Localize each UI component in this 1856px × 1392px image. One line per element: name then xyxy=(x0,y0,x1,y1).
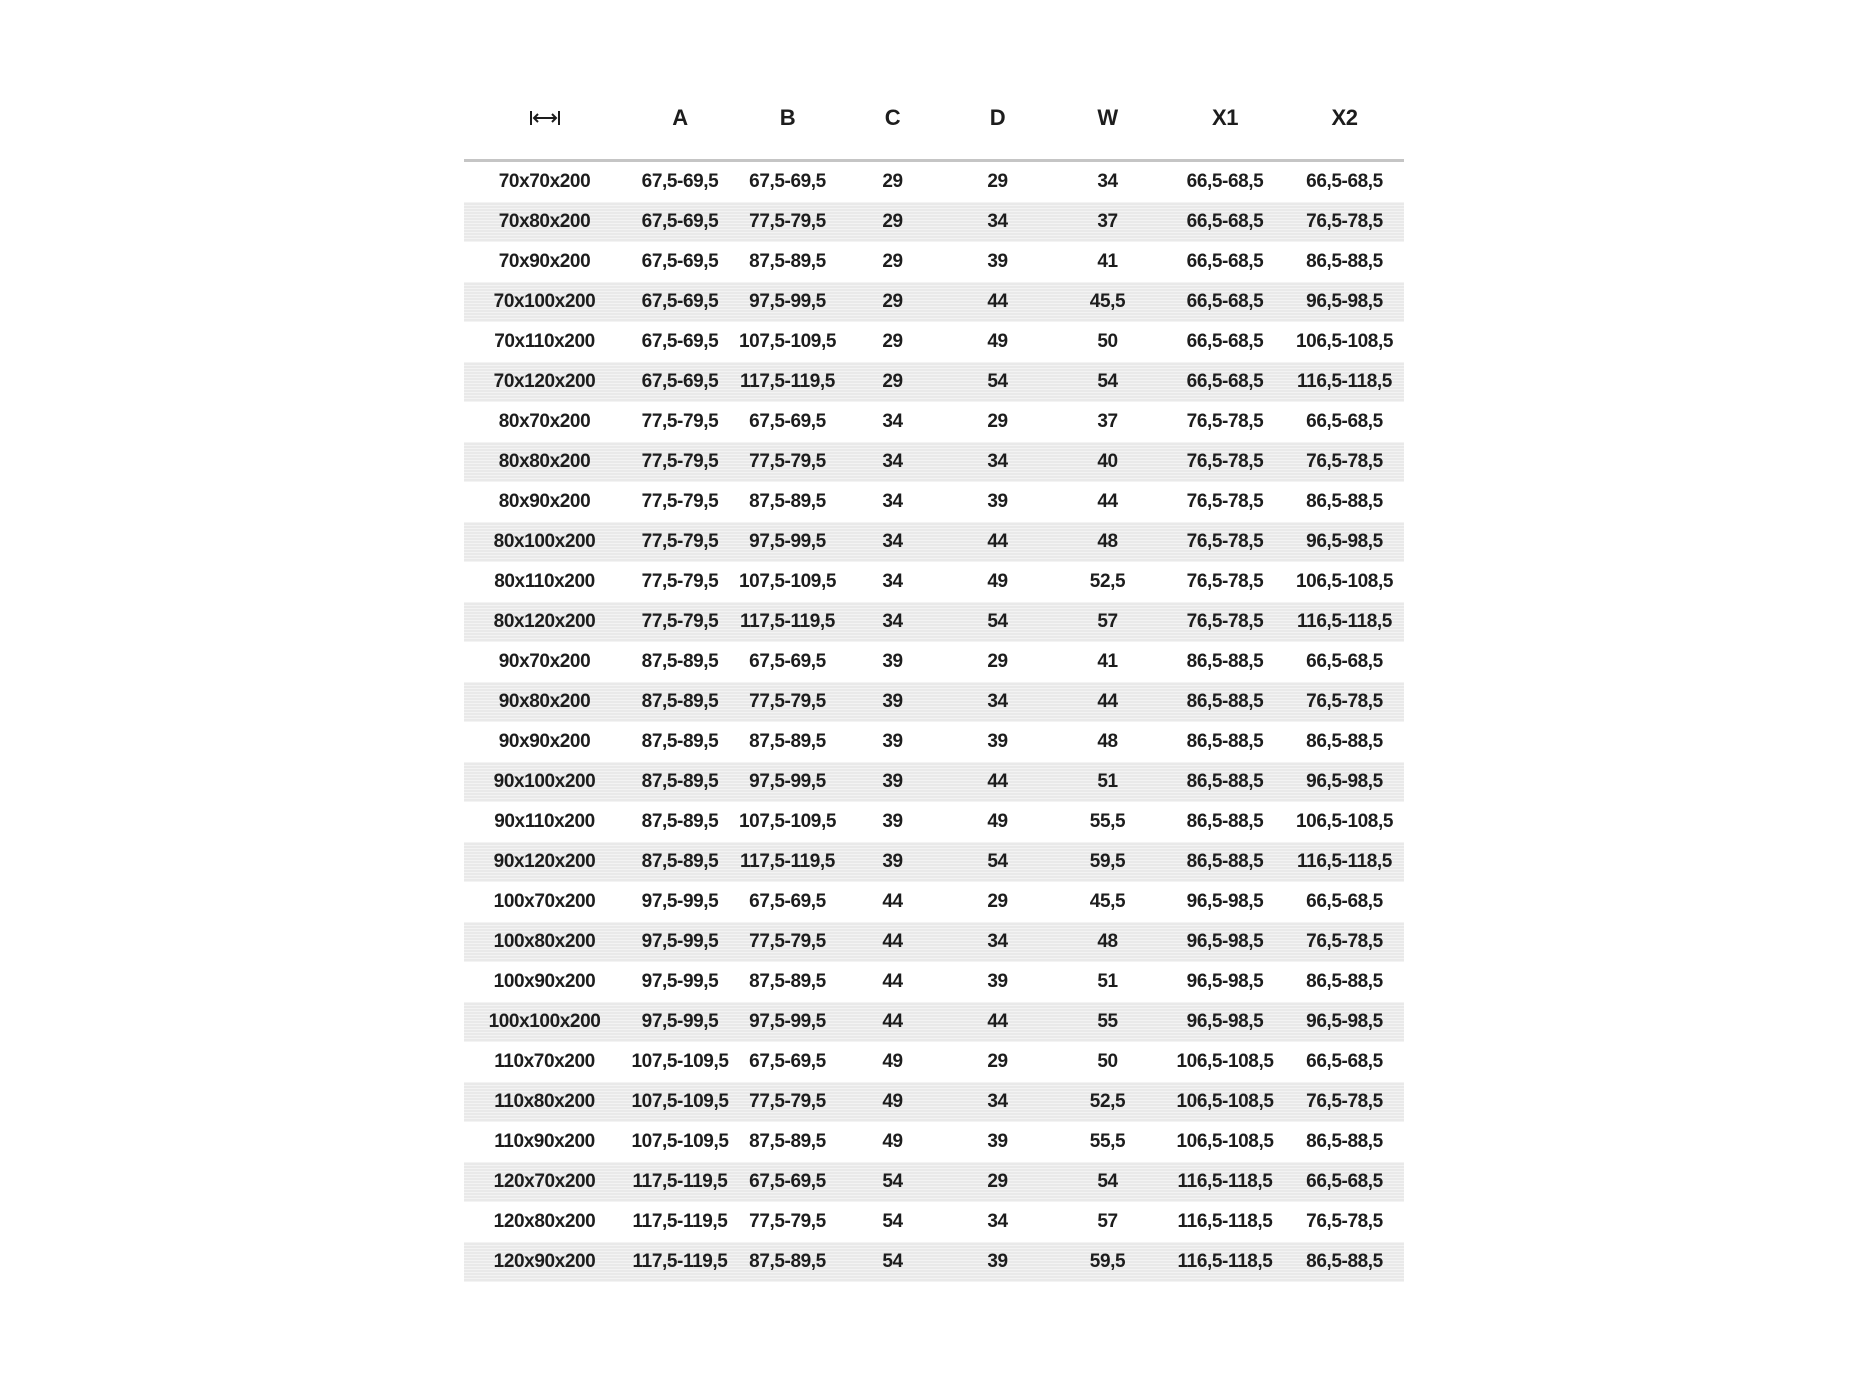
size-cell: 90x100x200 xyxy=(493,771,596,792)
c-cell: 49 xyxy=(882,1051,903,1072)
c-cell: 29 xyxy=(882,291,903,312)
a-cell: 67,5-69,5 xyxy=(641,371,719,392)
a-cell: 117,5-119,5 xyxy=(632,1211,728,1232)
b-cell: 87,5-89,5 xyxy=(749,251,826,272)
column-header-a: A xyxy=(672,105,688,130)
x2-cell: 86,5-88,5 xyxy=(1306,251,1383,272)
b-cell: 77,5-79,5 xyxy=(749,1211,826,1232)
x1-cell: 76,5-78,5 xyxy=(1186,451,1264,472)
x1-cell: 66,5-68,5 xyxy=(1186,371,1264,392)
w-cell: 59,5 xyxy=(1089,1251,1126,1272)
size-cell: 80x100x200 xyxy=(493,531,596,552)
c-cell: 54 xyxy=(882,1171,903,1192)
x1-cell: 66,5-68,5 xyxy=(1186,251,1264,272)
b-cell: 67,5-69,5 xyxy=(749,411,826,432)
w-cell: 45,5 xyxy=(1089,291,1126,312)
table-row xyxy=(464,882,1404,922)
x1-cell: 96,5-98,5 xyxy=(1186,931,1264,952)
x2-cell: 66,5-68,5 xyxy=(1306,651,1383,672)
table-row xyxy=(464,1122,1404,1162)
d-cell: 39 xyxy=(987,731,1008,752)
c-cell: 29 xyxy=(882,371,903,392)
size-cell: 90x70x200 xyxy=(498,651,591,672)
table-row xyxy=(464,682,1404,722)
x2-cell: 116,5-118,5 xyxy=(1297,851,1392,872)
size-cell: 90x90x200 xyxy=(498,731,591,752)
d-cell: 39 xyxy=(987,1251,1008,1272)
b-cell: 67,5-69,5 xyxy=(749,1051,826,1072)
a-cell: 97,5-99,5 xyxy=(641,971,719,992)
c-cell: 29 xyxy=(882,171,903,192)
column-header-x1: X1 xyxy=(1211,105,1239,130)
table-row xyxy=(464,642,1404,682)
b-cell: 87,5-89,5 xyxy=(749,731,826,752)
b-cell: 77,5-79,5 xyxy=(749,691,826,712)
table-header-row xyxy=(464,0,1404,162)
x1-cell: 86,5-88,5 xyxy=(1186,731,1264,752)
table-body xyxy=(464,162,1404,1282)
a-cell: 67,5-69,5 xyxy=(641,211,719,232)
b-cell: 97,5-99,5 xyxy=(749,531,826,552)
x2-cell: 96,5-98,5 xyxy=(1306,531,1383,552)
x1-cell: 76,5-78,5 xyxy=(1186,571,1264,592)
c-cell: 39 xyxy=(882,771,903,792)
size-cell: 70x90x200 xyxy=(498,251,591,272)
table-row xyxy=(464,322,1404,362)
w-cell: 48 xyxy=(1097,531,1118,552)
size-cell: 100x100x200 xyxy=(488,1011,601,1032)
a-cell: 67,5-69,5 xyxy=(641,331,719,352)
a-cell: 117,5-119,5 xyxy=(632,1171,728,1192)
table-row xyxy=(464,242,1404,282)
size-cell: 80x90x200 xyxy=(498,491,591,512)
d-cell: 54 xyxy=(987,611,1008,632)
a-cell: 87,5-89,5 xyxy=(641,651,719,672)
c-cell: 44 xyxy=(882,1011,903,1032)
a-cell: 107,5-109,5 xyxy=(631,1051,729,1072)
size-cell: 70x70x200 xyxy=(498,171,591,192)
d-cell: 44 xyxy=(987,771,1008,792)
d-cell: 34 xyxy=(987,211,1008,232)
a-cell: 77,5-79,5 xyxy=(641,531,719,552)
c-cell: 29 xyxy=(882,251,903,272)
x2-cell: 76,5-78,5 xyxy=(1306,211,1383,232)
a-cell: 87,5-89,5 xyxy=(641,851,719,872)
d-cell: 29 xyxy=(987,411,1008,432)
d-cell: 29 xyxy=(987,651,1008,672)
x2-cell: 96,5-98,5 xyxy=(1306,771,1383,792)
table-row xyxy=(464,722,1404,762)
w-cell: 45,5 xyxy=(1089,891,1126,912)
w-cell: 44 xyxy=(1097,691,1118,712)
w-cell: 48 xyxy=(1097,931,1118,952)
a-cell: 87,5-89,5 xyxy=(641,691,719,712)
c-cell: 34 xyxy=(882,571,903,592)
a-cell: 77,5-79,5 xyxy=(641,611,719,632)
size-cell: 80x110x200 xyxy=(494,571,595,592)
c-cell: 44 xyxy=(882,891,903,912)
w-cell: 41 xyxy=(1097,651,1118,672)
size-cell: 120x80x200 xyxy=(493,1211,596,1232)
size-cell: 100x90x200 xyxy=(493,971,596,992)
table-row xyxy=(464,602,1404,642)
x2-cell: 96,5-98,5 xyxy=(1306,1011,1383,1032)
a-cell: 107,5-109,5 xyxy=(631,1091,729,1112)
c-cell: 39 xyxy=(882,731,903,752)
w-cell: 50 xyxy=(1097,331,1118,352)
x2-cell: 76,5-78,5 xyxy=(1306,931,1383,952)
c-cell: 29 xyxy=(882,211,903,232)
x1-cell: 86,5-88,5 xyxy=(1186,811,1264,832)
x2-cell: 116,5-118,5 xyxy=(1297,611,1392,632)
x1-cell: 86,5-88,5 xyxy=(1186,691,1264,712)
size-cell: 110x70x200 xyxy=(494,1051,595,1072)
a-cell: 97,5-99,5 xyxy=(641,1011,719,1032)
d-cell: 29 xyxy=(987,1171,1008,1192)
b-cell: 87,5-89,5 xyxy=(749,491,826,512)
d-cell: 29 xyxy=(987,1051,1008,1072)
w-cell: 52,5 xyxy=(1089,1091,1126,1112)
w-cell: 40 xyxy=(1097,451,1118,472)
w-cell: 57 xyxy=(1097,1211,1118,1232)
table-row xyxy=(464,362,1404,402)
w-cell: 37 xyxy=(1097,411,1118,432)
size-cell: 110x90x200 xyxy=(494,1131,595,1152)
b-cell: 67,5-69,5 xyxy=(749,171,826,192)
d-cell: 29 xyxy=(987,891,1008,912)
table-row xyxy=(464,1082,1404,1122)
w-cell: 48 xyxy=(1097,731,1118,752)
c-cell: 39 xyxy=(882,811,903,832)
x1-cell: 96,5-98,5 xyxy=(1186,1011,1264,1032)
size-cell: 120x90x200 xyxy=(493,1251,596,1272)
x1-cell: 66,5-68,5 xyxy=(1186,171,1264,192)
x2-cell: 106,5-108,5 xyxy=(1295,331,1394,352)
x2-cell: 76,5-78,5 xyxy=(1306,1091,1383,1112)
a-cell: 77,5-79,5 xyxy=(641,571,719,592)
x1-cell: 106,5-108,5 xyxy=(1176,1051,1274,1072)
c-cell: 34 xyxy=(882,451,903,472)
d-cell: 34 xyxy=(987,691,1008,712)
table-row xyxy=(464,562,1404,602)
x2-cell: 86,5-88,5 xyxy=(1306,1251,1383,1272)
size-cell: 90x110x200 xyxy=(494,811,595,832)
a-cell: 87,5-89,5 xyxy=(641,771,719,792)
d-cell: 34 xyxy=(987,1211,1008,1232)
table-row xyxy=(464,762,1404,802)
table-row xyxy=(464,162,1404,202)
x1-cell: 116,5-118,5 xyxy=(1177,1171,1273,1192)
b-cell: 87,5-89,5 xyxy=(749,1131,826,1152)
table-row xyxy=(464,922,1404,962)
d-cell: 44 xyxy=(987,291,1008,312)
dimensions-table xyxy=(464,0,1404,1282)
size-cell: 80x70x200 xyxy=(498,411,591,432)
x2-cell: 76,5-78,5 xyxy=(1306,691,1383,712)
size-cell: 80x80x200 xyxy=(498,451,591,472)
c-cell: 34 xyxy=(882,411,903,432)
w-cell: 57 xyxy=(1097,611,1118,632)
x1-cell: 116,5-118,5 xyxy=(1177,1211,1273,1232)
a-cell: 77,5-79,5 xyxy=(641,491,719,512)
table-row xyxy=(464,522,1404,562)
b-cell: 67,5-69,5 xyxy=(749,1171,826,1192)
a-cell: 117,5-119,5 xyxy=(632,1251,728,1272)
a-cell: 67,5-69,5 xyxy=(641,171,719,192)
x1-cell: 96,5-98,5 xyxy=(1186,891,1264,912)
w-cell: 51 xyxy=(1097,971,1118,992)
d-cell: 34 xyxy=(987,451,1008,472)
x2-cell: 66,5-68,5 xyxy=(1306,1171,1383,1192)
size-cell: 110x80x200 xyxy=(494,1091,595,1112)
x1-cell: 76,5-78,5 xyxy=(1186,491,1264,512)
b-cell: 77,5-79,5 xyxy=(749,451,826,472)
b-cell: 77,5-79,5 xyxy=(749,1091,826,1112)
x1-cell: 96,5-98,5 xyxy=(1186,971,1264,992)
table-row xyxy=(464,802,1404,842)
c-cell: 34 xyxy=(882,611,903,632)
d-cell: 39 xyxy=(987,251,1008,272)
x2-cell: 86,5-88,5 xyxy=(1306,971,1383,992)
width-arrow-icon xyxy=(528,109,562,127)
x1-cell: 76,5-78,5 xyxy=(1186,531,1264,552)
d-cell: 34 xyxy=(987,1091,1008,1112)
b-cell: 107,5-109,5 xyxy=(738,571,837,592)
d-cell: 44 xyxy=(987,531,1008,552)
x1-cell: 76,5-78,5 xyxy=(1186,411,1264,432)
table-row xyxy=(464,202,1404,242)
b-cell: 87,5-89,5 xyxy=(749,1251,826,1272)
column-header-w: W xyxy=(1097,105,1118,130)
size-cell: 80x120x200 xyxy=(493,611,596,632)
b-cell: 77,5-79,5 xyxy=(749,931,826,952)
table-row xyxy=(464,1002,1404,1042)
column-header-size xyxy=(464,92,625,144)
size-cell: 100x80x200 xyxy=(493,931,596,952)
x2-cell: 116,5-118,5 xyxy=(1297,371,1392,392)
d-cell: 49 xyxy=(987,571,1008,592)
x1-cell: 66,5-68,5 xyxy=(1186,211,1264,232)
c-cell: 39 xyxy=(882,851,903,872)
x2-cell: 106,5-108,5 xyxy=(1295,811,1394,832)
x2-cell: 86,5-88,5 xyxy=(1306,1131,1383,1152)
c-cell: 39 xyxy=(882,691,903,712)
x1-cell: 66,5-68,5 xyxy=(1186,291,1264,312)
c-cell: 49 xyxy=(882,1091,903,1112)
x2-cell: 86,5-88,5 xyxy=(1306,491,1383,512)
column-header-x2: X2 xyxy=(1331,105,1358,130)
a-cell: 107,5-109,5 xyxy=(631,1131,729,1152)
b-cell: 87,5-89,5 xyxy=(749,971,826,992)
d-cell: 34 xyxy=(987,931,1008,952)
x2-cell: 86,5-88,5 xyxy=(1306,731,1383,752)
size-cell: 70x110x200 xyxy=(494,331,595,352)
a-cell: 77,5-79,5 xyxy=(641,451,719,472)
d-cell: 39 xyxy=(987,971,1008,992)
c-cell: 54 xyxy=(882,1211,903,1232)
x2-cell: 66,5-68,5 xyxy=(1306,1051,1383,1072)
x1-cell: 86,5-88,5 xyxy=(1186,771,1264,792)
w-cell: 54 xyxy=(1097,371,1118,392)
x2-cell: 66,5-68,5 xyxy=(1306,171,1383,192)
x1-cell: 116,5-118,5 xyxy=(1177,1251,1273,1272)
b-cell: 67,5-69,5 xyxy=(749,651,826,672)
size-cell: 70x80x200 xyxy=(498,211,591,232)
c-cell: 54 xyxy=(882,1251,903,1272)
b-cell: 117,5-119,5 xyxy=(740,371,835,392)
c-cell: 34 xyxy=(882,531,903,552)
b-cell: 107,5-109,5 xyxy=(738,811,837,832)
a-cell: 67,5-69,5 xyxy=(641,251,719,272)
w-cell: 51 xyxy=(1097,771,1118,792)
a-cell: 87,5-89,5 xyxy=(641,731,719,752)
d-cell: 54 xyxy=(987,851,1008,872)
w-cell: 37 xyxy=(1097,211,1118,232)
c-cell: 44 xyxy=(882,931,903,952)
w-cell: 50 xyxy=(1097,1051,1118,1072)
d-cell: 54 xyxy=(987,371,1008,392)
w-cell: 59,5 xyxy=(1089,851,1126,872)
b-cell: 97,5-99,5 xyxy=(749,291,826,312)
b-cell: 77,5-79,5 xyxy=(749,211,826,232)
w-cell: 55,5 xyxy=(1089,1131,1126,1152)
b-cell: 97,5-99,5 xyxy=(749,771,826,792)
x1-cell: 106,5-108,5 xyxy=(1176,1091,1274,1112)
size-cell: 120x70x200 xyxy=(493,1171,596,1192)
table-row xyxy=(464,442,1404,482)
b-cell: 67,5-69,5 xyxy=(749,891,826,912)
size-cell: 90x80x200 xyxy=(498,691,591,712)
x2-cell: 106,5-108,5 xyxy=(1295,571,1394,592)
table-row xyxy=(464,962,1404,1002)
x2-cell: 76,5-78,5 xyxy=(1306,451,1383,472)
size-cell: 100x70x200 xyxy=(493,891,596,912)
x1-cell: 66,5-68,5 xyxy=(1186,331,1264,352)
c-cell: 34 xyxy=(882,491,903,512)
table-row xyxy=(464,842,1404,882)
d-cell: 49 xyxy=(987,331,1008,352)
x1-cell: 106,5-108,5 xyxy=(1176,1131,1274,1152)
column-header-d: D xyxy=(989,105,1006,130)
w-cell: 34 xyxy=(1097,171,1118,192)
b-cell: 107,5-109,5 xyxy=(738,331,837,352)
w-cell: 52,5 xyxy=(1089,571,1126,592)
w-cell: 54 xyxy=(1097,1171,1118,1192)
column-header-b: B xyxy=(779,105,796,130)
table-row xyxy=(464,1202,1404,1242)
w-cell: 44 xyxy=(1097,491,1118,512)
size-cell: 70x100x200 xyxy=(493,291,596,312)
x2-cell: 76,5-78,5 xyxy=(1306,1211,1383,1232)
table-row xyxy=(464,482,1404,522)
table-row xyxy=(464,1242,1404,1282)
b-cell: 117,5-119,5 xyxy=(740,851,835,872)
x1-cell: 86,5-88,5 xyxy=(1186,851,1264,872)
d-cell: 49 xyxy=(987,811,1008,832)
x1-cell: 86,5-88,5 xyxy=(1186,651,1264,672)
size-cell: 90x120x200 xyxy=(493,851,596,872)
w-cell: 41 xyxy=(1097,251,1118,272)
c-cell: 39 xyxy=(882,651,903,672)
table-row xyxy=(464,1042,1404,1082)
a-cell: 87,5-89,5 xyxy=(641,811,719,832)
c-cell: 29 xyxy=(882,331,903,352)
d-cell: 39 xyxy=(987,1131,1008,1152)
column-header-c: C xyxy=(884,105,901,130)
d-cell: 39 xyxy=(987,491,1008,512)
a-cell: 77,5-79,5 xyxy=(641,411,719,432)
w-cell: 55 xyxy=(1097,1011,1118,1032)
size-cell: 70x120x200 xyxy=(493,371,596,392)
x1-cell: 76,5-78,5 xyxy=(1186,611,1264,632)
a-cell: 97,5-99,5 xyxy=(641,891,719,912)
table-row xyxy=(464,1162,1404,1202)
b-cell: 117,5-119,5 xyxy=(740,611,835,632)
d-cell: 44 xyxy=(987,1011,1008,1032)
c-cell: 44 xyxy=(882,971,903,992)
x2-cell: 96,5-98,5 xyxy=(1306,291,1383,312)
a-cell: 67,5-69,5 xyxy=(641,291,719,312)
a-cell: 97,5-99,5 xyxy=(641,931,719,952)
b-cell: 97,5-99,5 xyxy=(749,1011,826,1032)
x2-cell: 66,5-68,5 xyxy=(1306,891,1383,912)
c-cell: 49 xyxy=(882,1131,903,1152)
table-row xyxy=(464,402,1404,442)
d-cell: 29 xyxy=(987,171,1008,192)
x2-cell: 66,5-68,5 xyxy=(1306,411,1383,432)
table-row xyxy=(464,282,1404,322)
w-cell: 55,5 xyxy=(1089,811,1126,832)
